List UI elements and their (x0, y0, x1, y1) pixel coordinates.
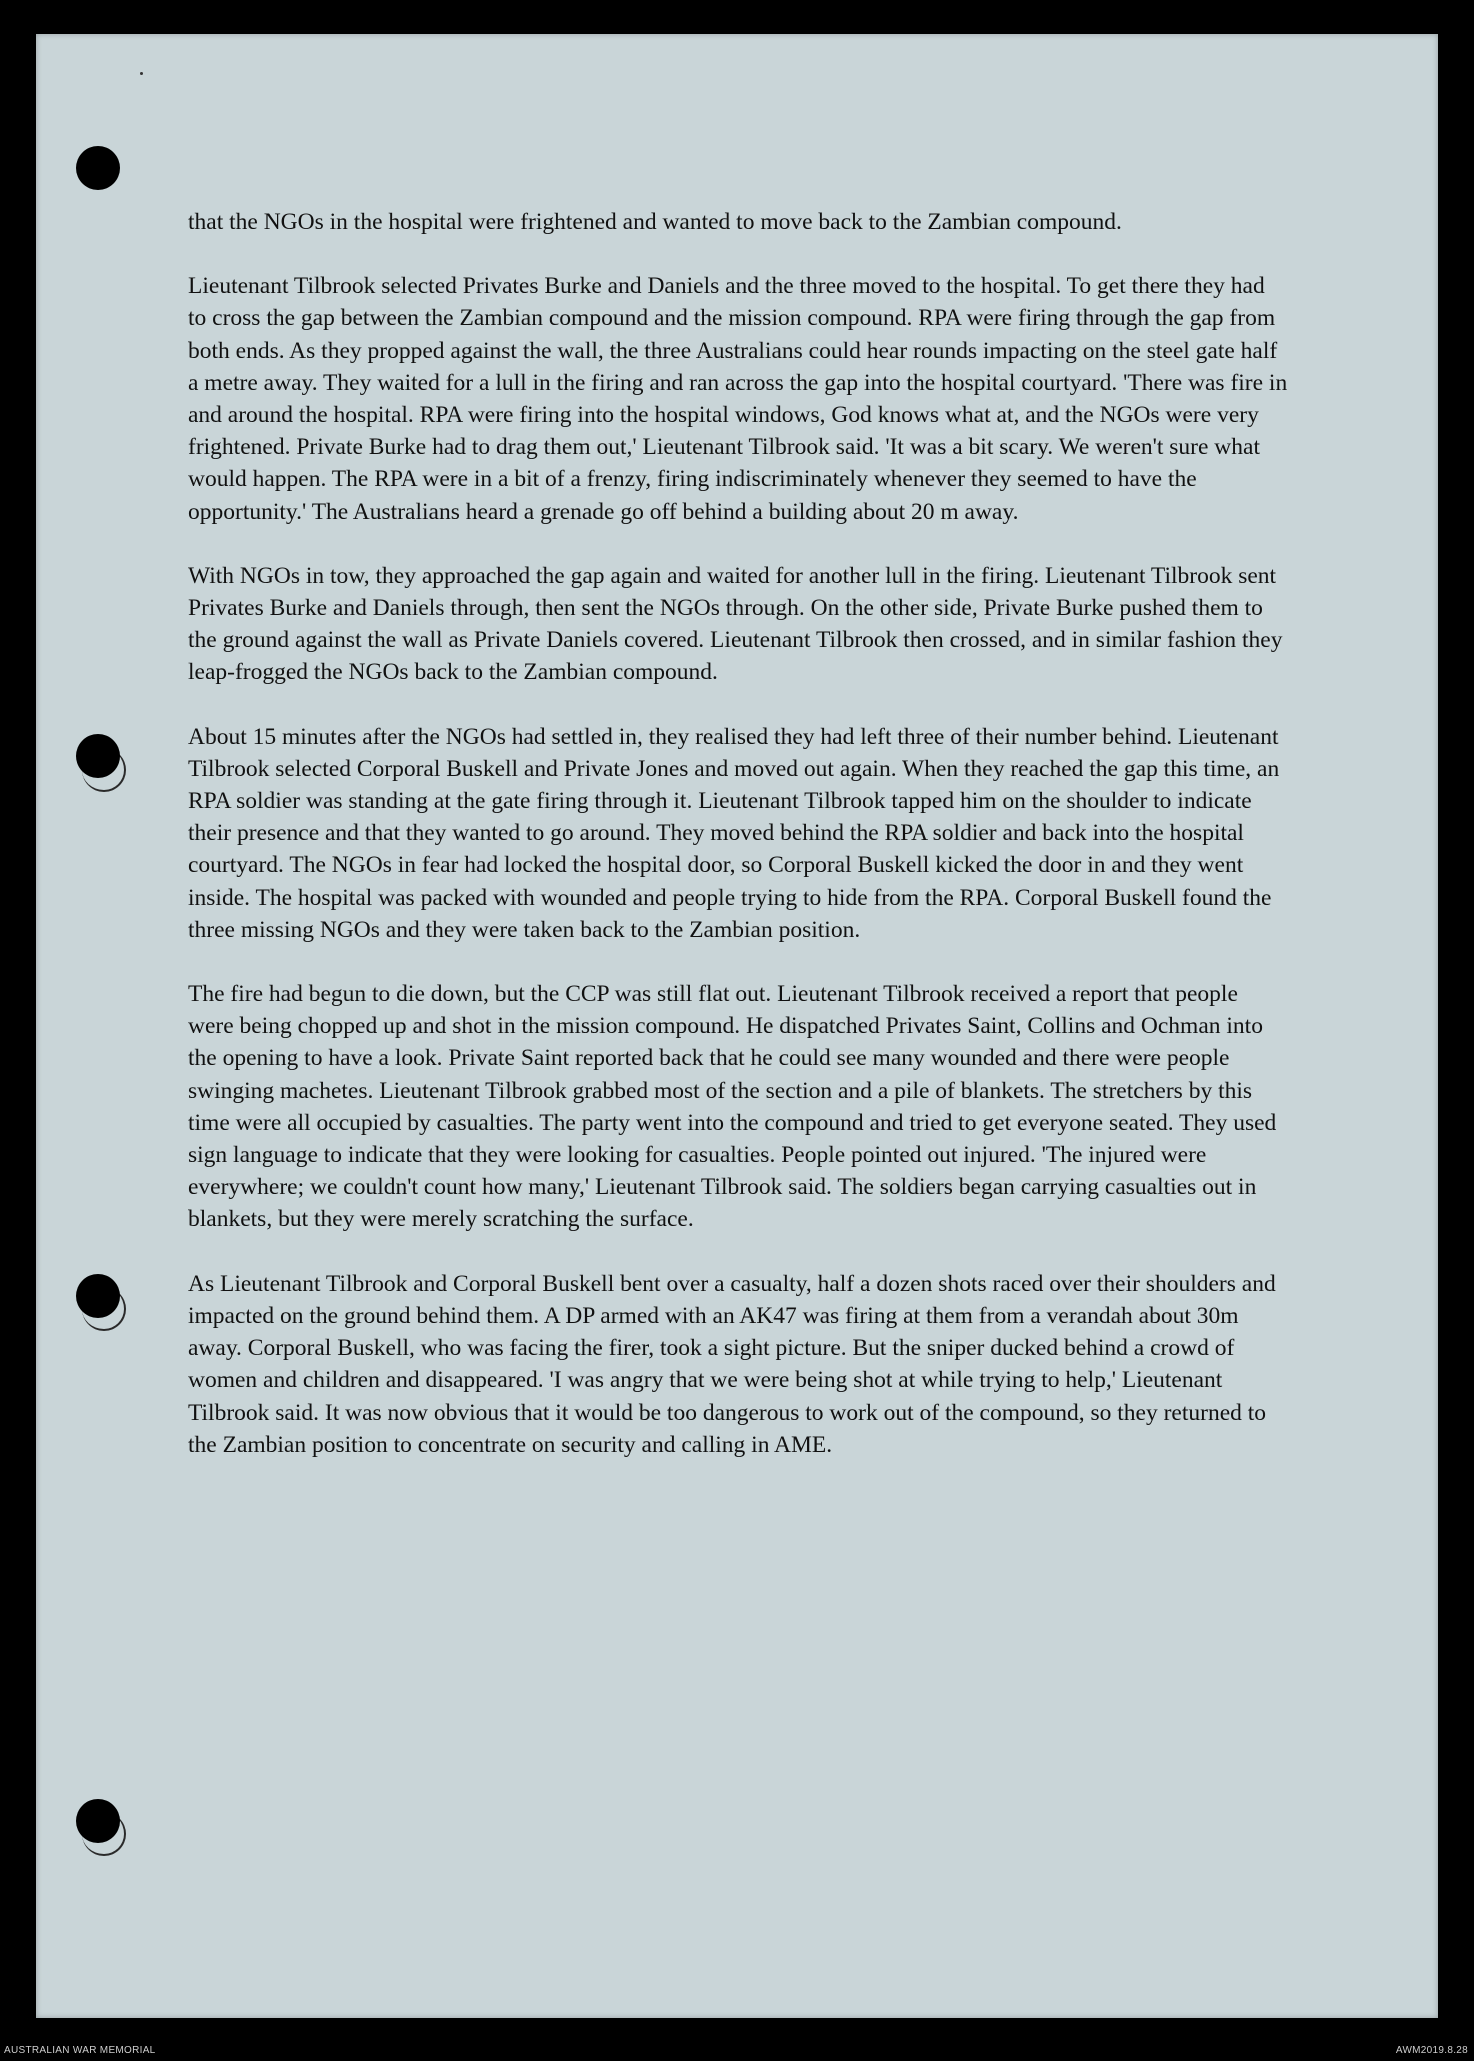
punch-hole (76, 1799, 120, 1843)
punch-hole (76, 146, 120, 190)
paragraph: Lieutenant Tilbrook selected Privates Burke and Daniels and the three moved to the hospital. To get there they had to cross the gap between the Zambian compound and the mission compound. RPA were firing through the gap from both ends. As they propped against the wall, the three Australians could hear rounds impacting on the steel gate half a metre away. They waited for a lull in the firing and ran across the gap into the hospital courtyard. 'There was fire in and around the hospital. RPA were firing into the hospital windows, God knows what at, and the NGOs were very frightened. Private Burke had to drag them out,' Lieutenant Tilbrook said. 'It was a bit scary. We weren't sure what would happen. The RPA were in a bit of a frenzy, firing indiscriminately whenever they seemed to have the opportunity.' The Australians heard a grenade go off behind a building about 20 m away. (188, 273, 1288, 525)
archive-reference: AWM2019.8.28 (1395, 2045, 1468, 2056)
paragraph: As Lieutenant Tilbrook and Corporal Buskell bent over a casualty, half a dozen shots raced over their shoulders and impacted on the ground behind them. A DP armed with an AK47 was firing at them from a verandah about 30m away. Corporal Buskell, who was facing the firer, took a sight picture. But the sniper ducked behind a crowd of women and children and disappeared. 'I was angry that we were being shot at while trying to help,' Lieutenant Tilbrook said. It was now obvious that it would be too dangerous to work out of the compound, so they returned to the Zambian position to concentrate on security and calling in AME. (188, 1270, 1276, 1458)
paragraph: The fire had begun to die down, but the CCP was still flat out. Lieutenant Tilbrook received a report that people were being chopped up and shot in the mission compound. He dispatched Privates Saint, Collins and Ochman into the opening to have a look. Private Saint reported back that he could see many wounded and there were people swinging machetes. Lieutenant Tilbrook grabbed most of the section and a pile of blankets. The stretchers by this time were all occupied by casualties. The party went into the compound and tried to get everyone seated. They used sign language to indicate that they were looking for casualties. People pointed out injured. 'The injured were everywhere; we couldn't count how many,' Lieutenant Tilbrook said. The soldiers began carrying casualties out in blankets, but they were merely scratching the surface. (188, 981, 1277, 1233)
archive-caption: AUSTRALIAN WAR MEMORIAL (4, 2045, 156, 2056)
document-body (188, 206, 1288, 1493)
punch-hole (76, 1274, 120, 1318)
document-page (36, 34, 1438, 2018)
paragraph: that the NGOs in the hospital were frightened and wanted to move back to the Zambian compound. (188, 209, 1122, 235)
paragraph: About 15 minutes after the NGOs had settled in, they realised they had left three of their number behind. Lieutenant Tilbrook selected Corporal Buskell and Private Jones and moved out again. When they reached the gap this time, an RPA soldier was standing at the gate firing through it. Lieutenant Tilbrook tapped him on the shoulder to indicate their presence and that they wanted to go around. They moved behind the RPA soldier and back into the hospital courtyard. The NGOs in fear had locked the hospital door, so Corporal Buskell kicked the door in and they went inside. The hospital was packed with wounded and people trying to hide from the RPA. Corporal Buskell found the three missing NGOs and they were taken back to the Zambian position. (188, 723, 1280, 943)
paper-speck (140, 72, 143, 75)
punch-hole (76, 734, 120, 778)
paragraph: With NGOs in tow, they approached the gap again and waited for another lull in the firing. Lieutenant Tilbrook sent Privates Burke and Daniels through, then sent the NGOs through. On the other side, Private Burke pushed them to the ground against the wall as Private Daniels covered. Lieutenant Tilbrook then crossed, and in similar fashion they leap-frogged the NGOs back to the Zambian compound. (188, 562, 1283, 686)
